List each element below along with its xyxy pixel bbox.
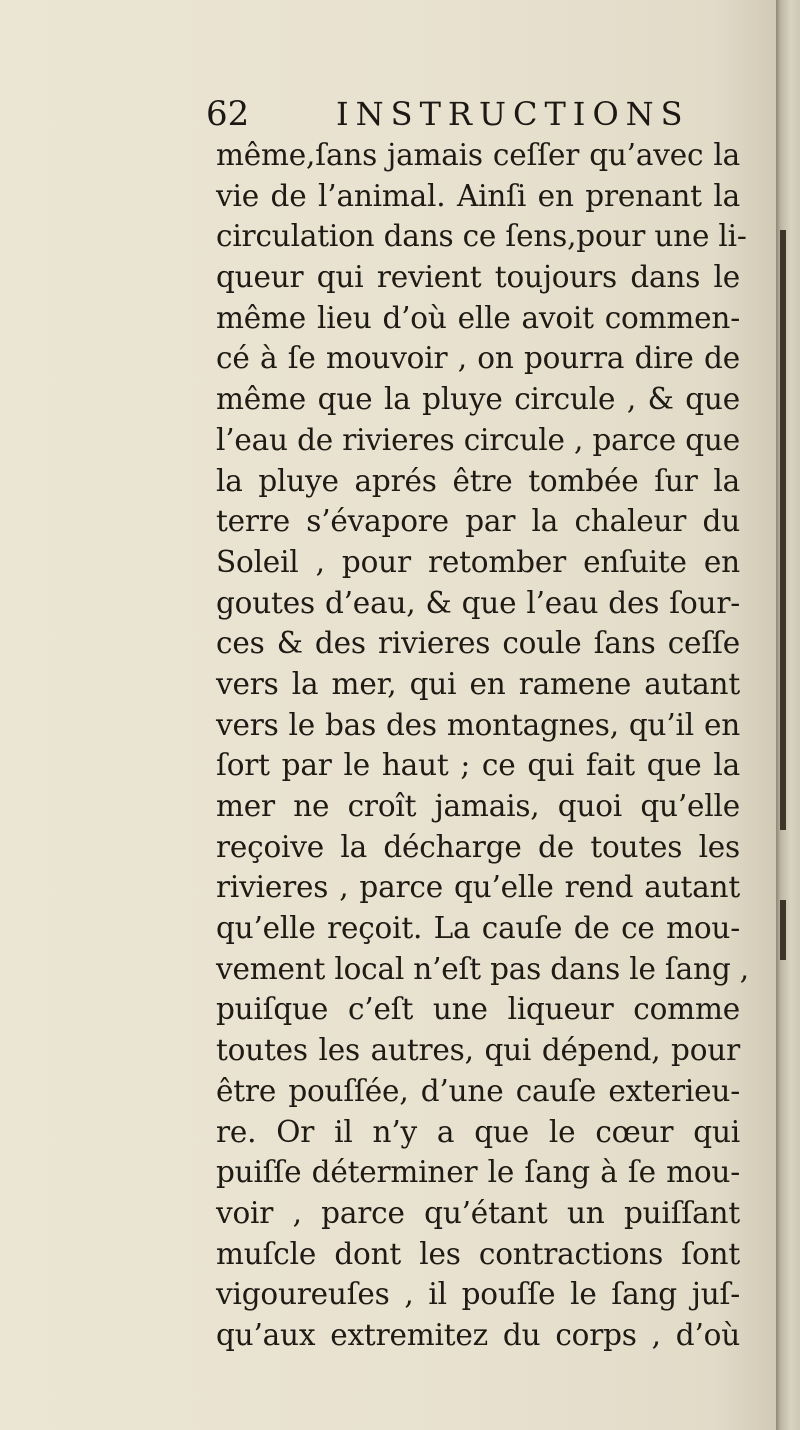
text-line: cé à ſe mouvoir , on pourra dire de — [216, 341, 740, 376]
text-line: toutes les autres, qui dépend, pour — [216, 1033, 740, 1068]
text-line: reçoive la décharge de toutes les — [216, 829, 740, 864]
page-header — [206, 92, 766, 136]
running-title: INSTRUCTIONS — [336, 95, 690, 133]
page-number: 62 — [206, 94, 250, 134]
text-line: puiſſe déterminer le ſang à ſe mou- — [216, 1155, 740, 1190]
text-line: l’eau de rivieres circule , parce que — [216, 422, 740, 457]
text-line: Soleil , pour retomber enſuite en — [216, 544, 740, 579]
text-line: même que la pluye circule , & que — [216, 382, 740, 417]
body-text — [216, 135, 749, 1356]
text-line: goutes d’eau, & que l’eau des ſour- — [216, 585, 740, 620]
text-line: muſcle dont les contractions ſont — [216, 1236, 740, 1271]
binding-strip — [780, 230, 786, 830]
text-line: queur qui revient toujours dans le — [216, 260, 740, 295]
text-line: vie de l’animal. Ainſi en prenant la — [216, 178, 740, 213]
text-line: vers le bas des montagnes, qu’il en — [216, 707, 740, 742]
text-line: voir , parce qu’étant un puiſſant — [216, 1195, 740, 1230]
text-line: terre s’évapore par la chaleur du — [216, 504, 740, 539]
text-line: même lieu d’où elle avoit commen- — [216, 300, 740, 335]
text-line: qu’aux extremitez du corps , d’où — [216, 1317, 740, 1352]
text-line: vers la mer, qui en ramene autant — [216, 666, 740, 701]
binding-strip — [780, 900, 786, 960]
text-line: vement local n’eſt pas dans le ſang , — [216, 951, 749, 986]
text-line: ces & des rivieres coule ſans ceſſe — [216, 626, 740, 661]
text-line: ſort par le haut ; ce qui fait que la — [216, 748, 740, 783]
text-line: qu’elle reçoit. La cauſe de ce mou- — [216, 911, 740, 946]
text-line: vigoureuſes , il pouſſe le ſang juſ- — [216, 1277, 740, 1312]
text-line: être pouſſée, d’une cauſe exterieu- — [216, 1073, 740, 1108]
text-line: la pluye aprés être tombée ſur la — [216, 463, 740, 498]
text-line: puiſque c’eſt une liqueur comme — [216, 992, 740, 1027]
text-line: mer ne croît jamais, quoi qu’elle — [216, 789, 740, 823]
text-line: re. Or il n’y a que le cœur qui — [216, 1114, 740, 1149]
text-line: rivieres , parce qu’elle rend autant — [216, 870, 740, 905]
page-edge — [776, 0, 800, 1430]
text-line: même,ſans jamais ceſſer qu’avec la — [216, 138, 740, 172]
text-line: circulation dans ce ſens,pour une li- — [216, 219, 747, 254]
